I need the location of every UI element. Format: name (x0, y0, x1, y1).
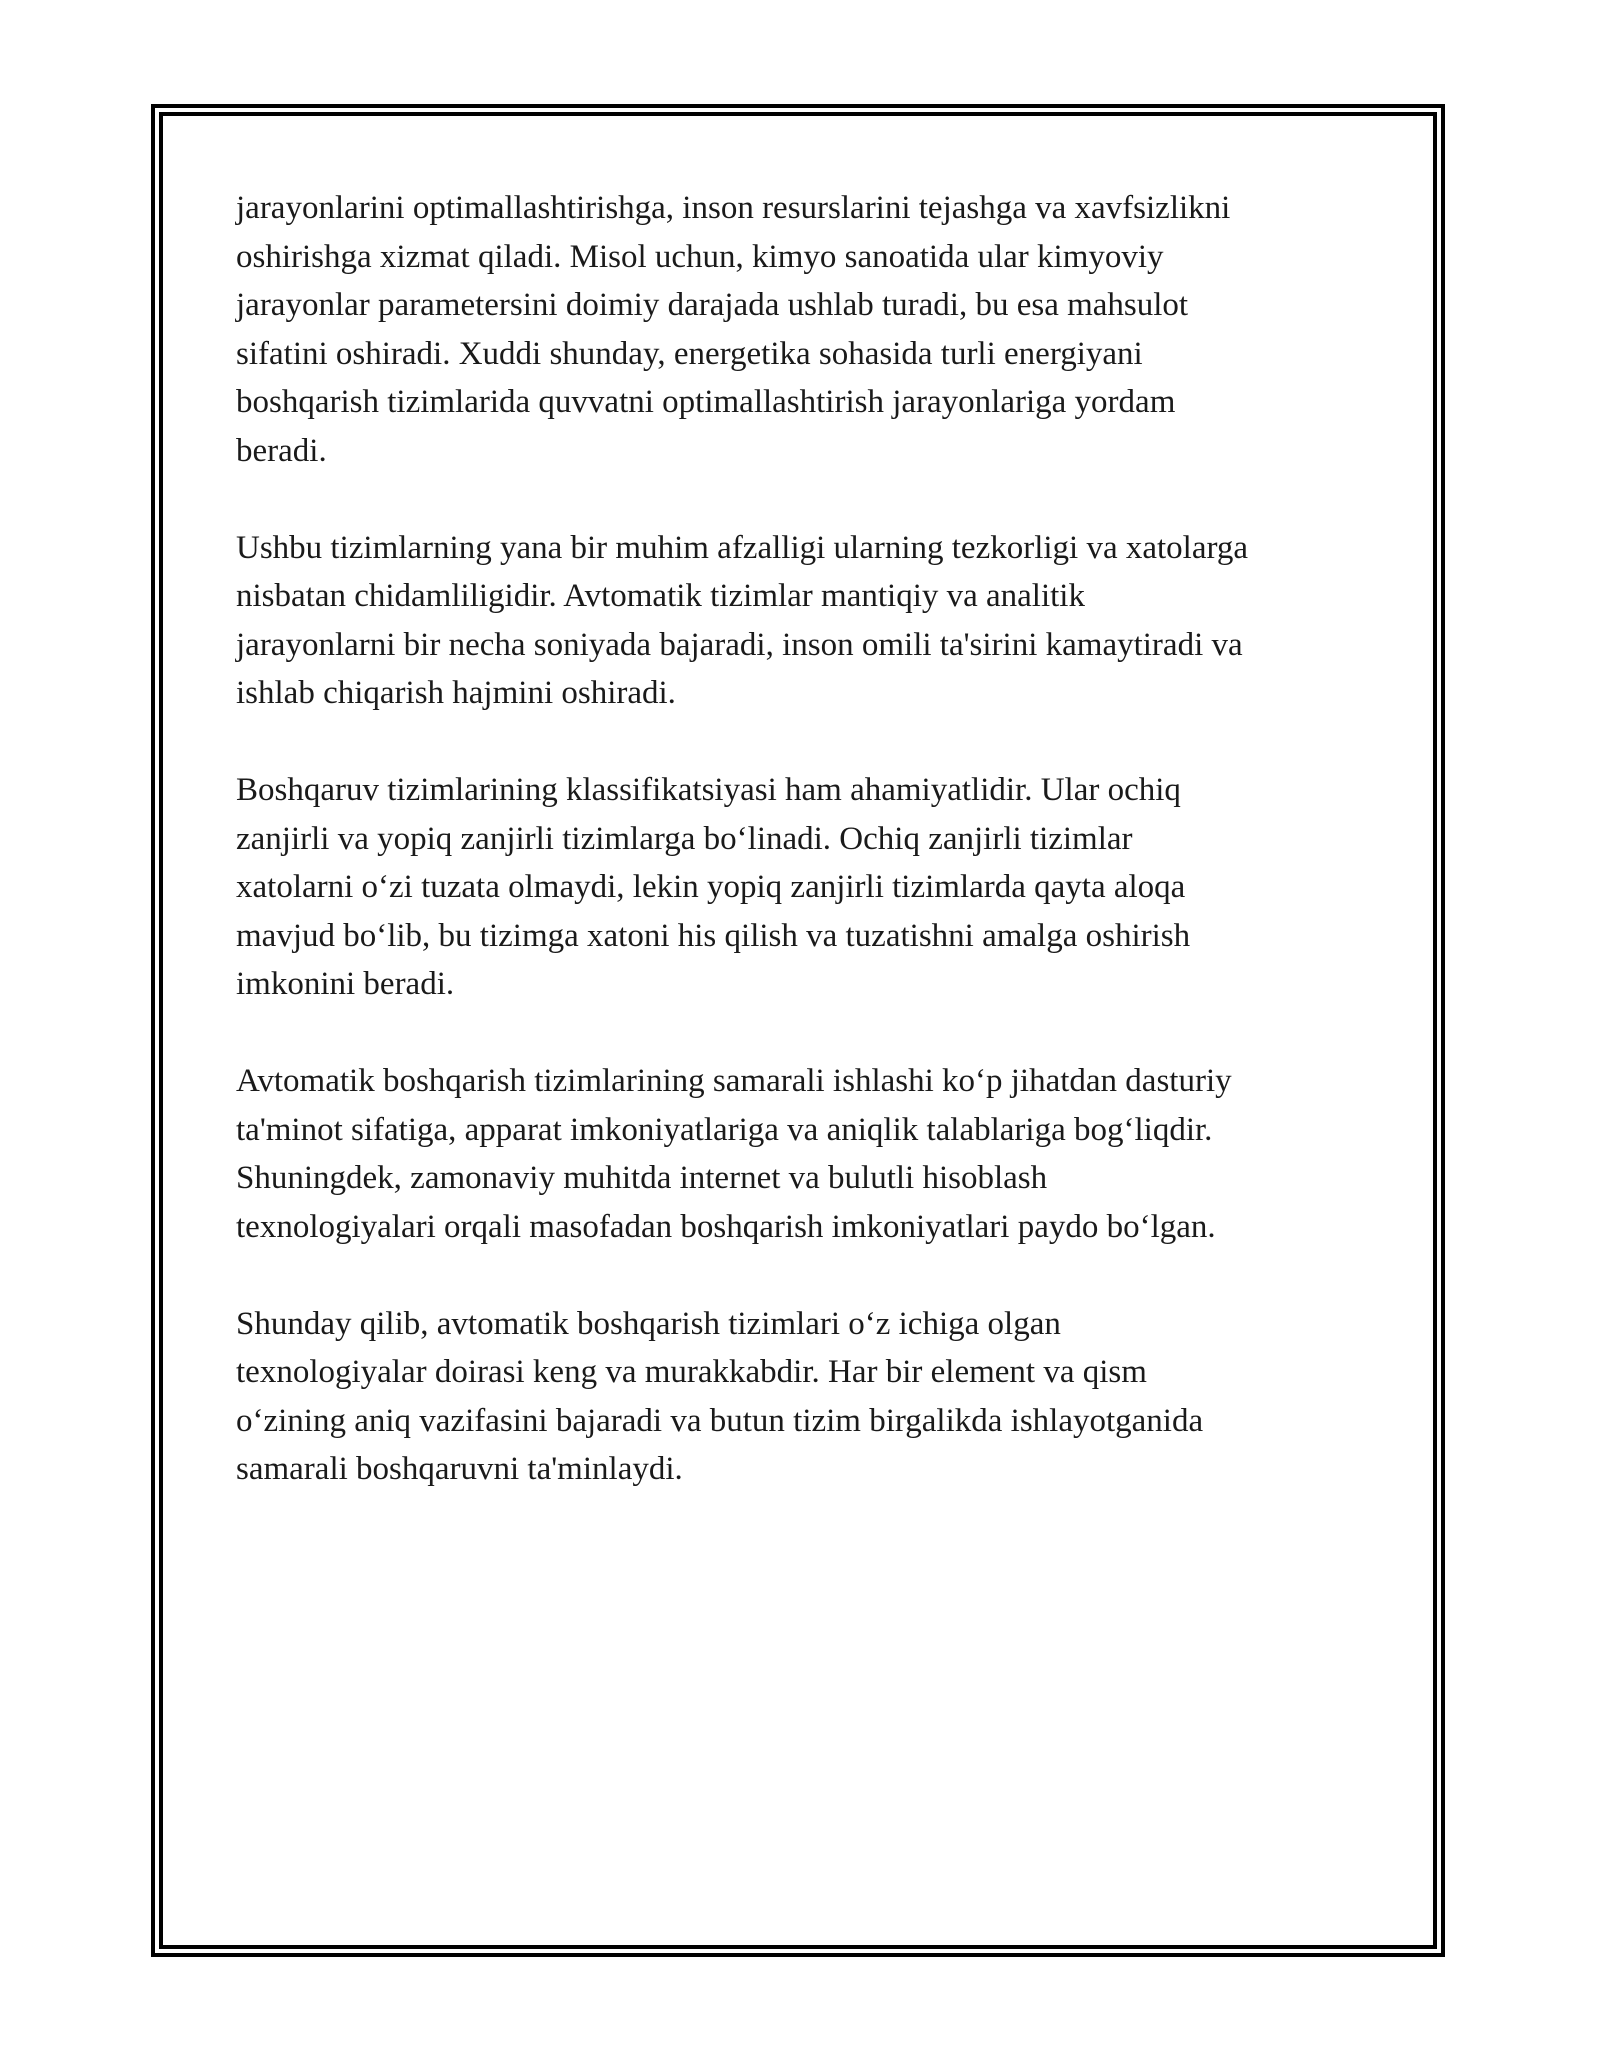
paragraph-3 (236, 766, 1376, 1009)
text-line: jarayonlarini optimallashtirishga, inson resurslarini tejashga va xavfsizlikni (236, 190, 1231, 226)
document-body (236, 184, 1376, 1542)
text-line: Ushbu tizimlarning yana bir muhim afzalligi ularning tezkorligi va xatolarga (236, 529, 1249, 566)
paragraph-5 (236, 1300, 1376, 1494)
text-line: Shunday qilib, avtomatik boshqarish tizimlari o‘z ichiga olgan (236, 1305, 1061, 1342)
text-line: nisbatan chidamliligidir. Avtomatik tizimlar mantiqiy va analitik (236, 578, 1085, 614)
text-line: Avtomatik boshqarish tizimlarining samarali ishlashi ko‘p jihatdan dasturiy (236, 1063, 1232, 1099)
text-line: beradi. (236, 432, 327, 469)
text-line: texnologiyalar doirasi keng va murakkabdir. Har bir element va qism (236, 1354, 1147, 1390)
text-line: jarayonlar parametersini doimiy darajada ushlab turadi, bu esa mahsulot (236, 287, 1189, 323)
text-line: zanjirli va yopiq zanjirli tizimlarga bo‘linadi. Ochiq zanjirli tizimlar (236, 820, 1133, 857)
text-line: o‘zining aniq vazifasini bajaradi va butun tizim birgalikda ishlayotganida (236, 1402, 1204, 1439)
text-line: ta'minot sifatiga, apparat imkoniyatlariga va aniqlik talablariga bog‘liqdir. (236, 1111, 1213, 1148)
text-line: sifatini oshiradi. Xuddi shunday, energetika sohasida turli energiyani (236, 335, 1143, 372)
text-line: samarali boshqaruvni ta'minlaydi. (236, 1451, 683, 1487)
text-line: mavjud bo‘lib, bu tizimga xatoni his qilish va tuzatishni amalga oshirish (236, 917, 1191, 954)
text-line: imkonini beradi. (236, 966, 455, 1002)
text-line: ishlab chiqarish hajmini oshiradi. (236, 675, 676, 711)
text-line: jarayonlarni bir necha soniyada bajaradi, inson omili ta'sirini kamaytiradi va (236, 626, 1243, 663)
paragraph-1 (236, 184, 1376, 475)
text-line: Boshqaruv tizimlarining klassifikatsiyasi ham ahamiyatlidir. Ular ochiq (236, 772, 1181, 808)
paragraph-4 (236, 1057, 1376, 1251)
paragraph-2 (236, 524, 1376, 718)
text-line: xatolarni o‘zi tuzata olmaydi, lekin yopiq zanjirli tizimlarda qayta aloqa (236, 869, 1186, 905)
text-line: oshirishga xizmat qiladi. Misol uchun, kimyo sanoatida ular kimyoviy (236, 238, 1164, 275)
text-line: boshqarish tizimlarida quvvatni optimallashtirish jarayonlariga yordam (236, 384, 1176, 420)
text-line: texnologiyalari orqali masofadan boshqarish imkoniyatlari paydo bo‘lgan. (236, 1208, 1216, 1245)
text-line: Shuningdek, zamonaviy muhitda internet va bulutli hisoblash (236, 1160, 1048, 1196)
